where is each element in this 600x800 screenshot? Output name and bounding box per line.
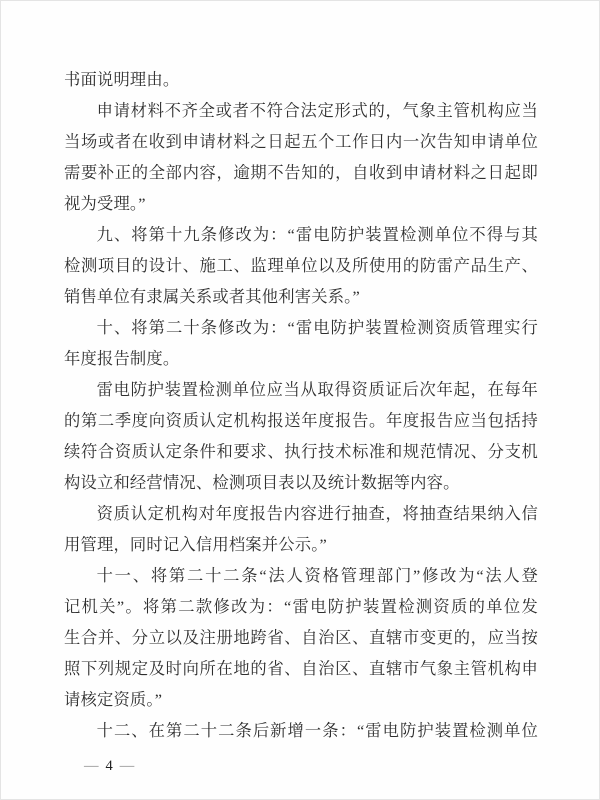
text-line: 十、将第二十条修改为：“雷电防护装置检测资质管理实行 — [96, 318, 538, 337]
text-line: 书面说明理由。 — [64, 70, 180, 89]
page-footer — [84, 754, 134, 778]
page-number: 4 — [105, 758, 113, 774]
text-line: 年度报告制度。 — [64, 349, 180, 368]
text-line: 构设立和经营情况、检测项目表以及统计数据等内容。 — [64, 473, 460, 492]
text-line: 续符合资质认定条件和要求、执行技术标准和规范情况、分支机 — [64, 442, 538, 461]
text-line: 用管理，同时记入信用档案并公示。” — [64, 535, 327, 554]
text-line: 雷电防护装置检测单位应当从取得资质证后次年起，在每年 — [96, 380, 538, 399]
text-line: 照下列规定及时向所在地的省、自治区、直辖市气象主管机构申 — [64, 659, 538, 678]
text-line: 检测项目的设计、施工、监理单位以及所使用的防雷产品生产、 — [64, 256, 538, 275]
text-line: 当场或者在收到申请材料之日起五个工作日内一次告知申请单位 — [64, 132, 538, 151]
footer-dash-left: — — [84, 758, 99, 774]
text-line: 销售单位有隶属关系或者其他利害关系。” — [64, 287, 360, 306]
text-line: 请核定资质。” — [64, 690, 163, 709]
footer-dash-right: — — [119, 758, 135, 774]
text-line: 十一、将第二十二条“法人资格管理部门”修改为“法人登 — [96, 566, 538, 585]
text-line: 申请材料不齐全或者不符合法定形式的，气象主管机构应当 — [96, 101, 538, 120]
text-line: 资质认定机构对年度报告内容进行抽查，将抽查结果纳入信 — [96, 504, 538, 523]
text-line: 视为受理。” — [64, 194, 146, 213]
text-line: 记机关”。将第二款修改为：“雷电防护装置检测资质的单位发 — [64, 597, 538, 616]
text-line: 九、将第十九条修改为：“雷电防护装置检测单位不得与其 — [96, 225, 538, 244]
text-line: 生合并、分立以及注册地跨省、自治区、直辖市变更的，应当按 — [64, 628, 538, 647]
text-line: 的第二季度向资质认定机构报送年度报告。年度报告应当包括持 — [64, 411, 538, 430]
document-text-block — [64, 64, 538, 746]
text-line: 十二、在第二十二条后新增一条：“雷电防护装置检测单位 — [96, 721, 538, 740]
text-line: 需要补正的全部内容，逾期不告知的，自收到申请材料之日起即 — [64, 163, 538, 182]
